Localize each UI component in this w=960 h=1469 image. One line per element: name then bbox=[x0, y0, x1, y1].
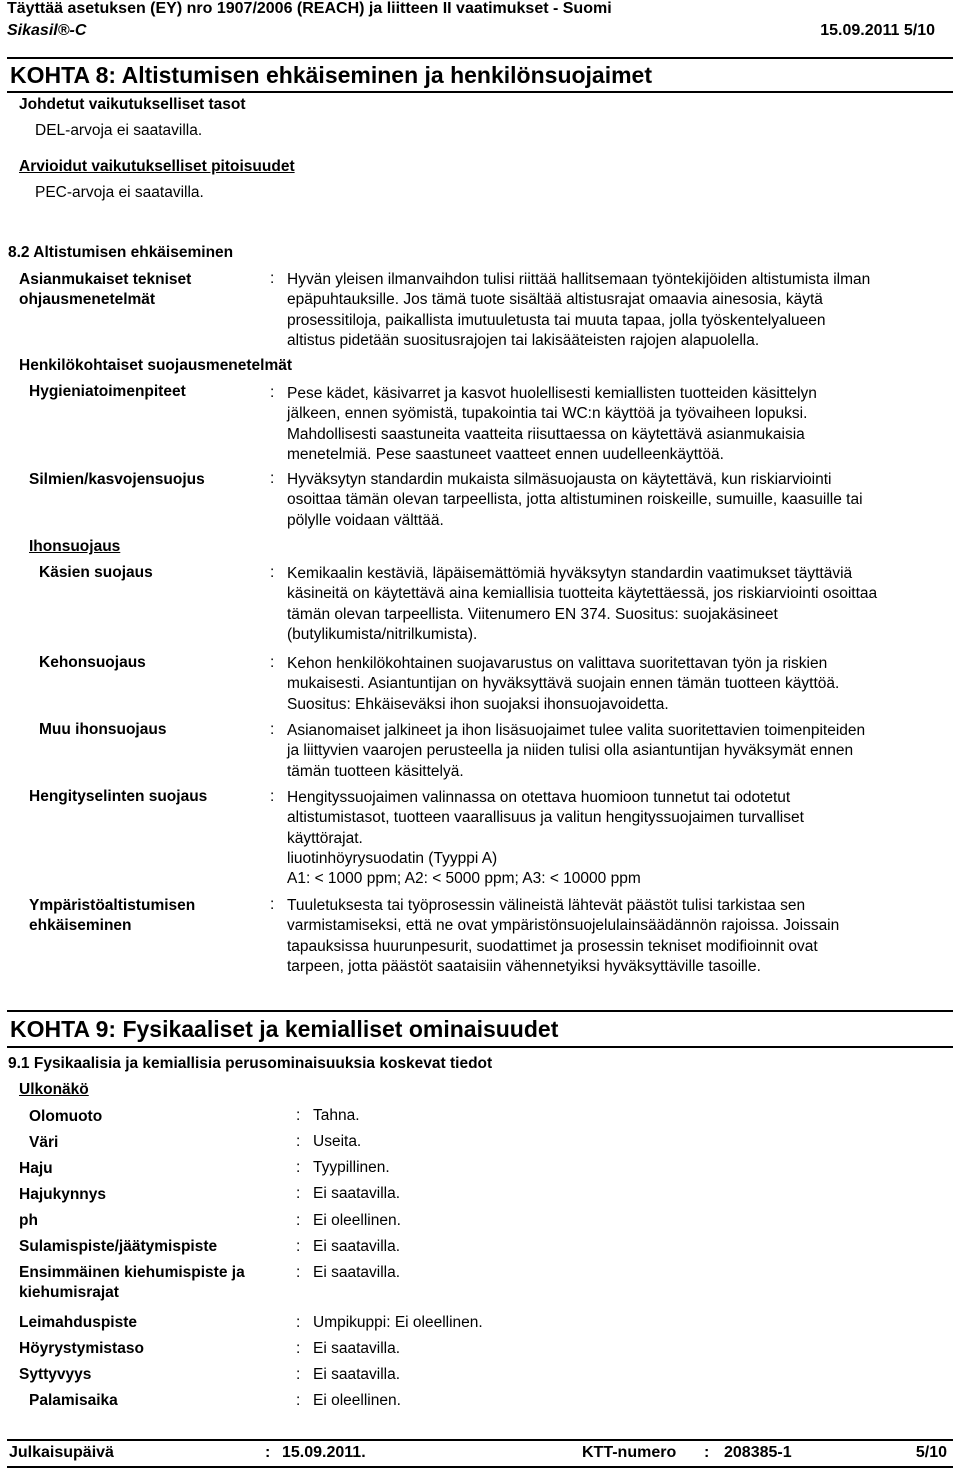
respiratory-protection-label: Hengityselinten suojaus bbox=[29, 788, 208, 805]
property-label: ph bbox=[19, 1212, 38, 1229]
text-line: jälkeen, ennen syömistä, tupakointia tai WC:n käyttöä ja työvaiheen lopuksi. bbox=[287, 405, 808, 423]
text-line: altistus pidetään suositusrajojen tai lakisääteisten rajojen alapuolella. bbox=[287, 331, 760, 349]
colon: : bbox=[296, 1366, 301, 1383]
text-line: altistumistasot, tuotteen vaarallisuus ja valitun hengityssuojaimen turvalliset bbox=[287, 809, 804, 827]
text-line: tämän olevan tarpeellista. Viitenumero EN 374. Suositus: suojakäsineet bbox=[287, 605, 778, 623]
colon: : bbox=[296, 1185, 301, 1202]
property-value: Ei saatavilla. bbox=[313, 1185, 401, 1202]
property-value: Ei oleellinen. bbox=[313, 1212, 401, 1229]
colon: : bbox=[296, 1159, 301, 1176]
colon: : bbox=[265, 1444, 271, 1461]
colon: : bbox=[270, 564, 275, 581]
property-label: Olomuoto bbox=[29, 1108, 103, 1125]
footer-date-label: Julkaisupäivä bbox=[9, 1444, 114, 1461]
text-line: prosessitiloja, paikallista imutuuletusta tai muuta tapaa, jolla työskentelyalueen bbox=[287, 311, 826, 329]
property-value: Tyypillinen. bbox=[313, 1159, 390, 1176]
section-9-title: KOHTA 9: Fysikaaliset ja kemialliset ominaisuudet bbox=[10, 1016, 559, 1042]
page-footer bbox=[7, 1439, 953, 1468]
colon: : bbox=[270, 788, 275, 805]
colon: : bbox=[296, 1264, 301, 1281]
colon: : bbox=[296, 1133, 301, 1150]
colon: : bbox=[270, 270, 275, 287]
section-8-title-bar bbox=[7, 57, 953, 93]
text-line: liuotinhöyrysuodatin (Tyyppi A) bbox=[287, 849, 498, 867]
eye-protection-label: Silmien/kasvojensuojus bbox=[29, 471, 205, 488]
text-line: Hyväksytyn standardin mukaista silmäsuojausta on käytettävä, kun riskiarviointi bbox=[287, 471, 832, 488]
footer-page-number: 5/10 bbox=[915, 1444, 947, 1461]
respiratory-protection-text bbox=[287, 788, 952, 889]
property-value: Ei oleellinen. bbox=[313, 1392, 401, 1409]
text-line: A1: < 1000 ppm; A2: < 5000 ppm; A3: < 10000 ppm bbox=[287, 870, 641, 888]
section-8-title: KOHTA 8: Altistumisen ehkäiseminen ja henkilönsuojaimet bbox=[10, 62, 653, 88]
hygiene-text bbox=[287, 384, 952, 465]
text-line: Hyvän yleisen ilmanvaihdon tulisi riittää hallitsemaan työntekijöiden altistumista ilman bbox=[287, 271, 871, 288]
document-header-title: Täyttää asetuksen (EY) nro 1907/2006 (REACH) ja liitteen II vaatimukset - Suomi bbox=[7, 0, 612, 17]
pnec-text: PEC-arvoja ei saatavilla. bbox=[35, 184, 204, 201]
subsection-9-1-title: 9.1 Fysikaalisia ja kemiallisia perusominaisuuksia koskevat tiedot bbox=[8, 1055, 493, 1072]
property-label: Väri bbox=[29, 1134, 59, 1151]
text-line: Suositus: Ehkäiseväksi ihon suojaksi ihonsuojavoidetta. bbox=[287, 695, 669, 713]
engineering-controls-text bbox=[287, 270, 952, 351]
dnel-heading: Johdetut vaikutukselliset tasot bbox=[19, 96, 246, 113]
text-line: Tuuletuksesta tai työprosessin välineistä lähtevät päästöt tulisi tarkistaa sen bbox=[287, 897, 806, 914]
colon: : bbox=[296, 1238, 301, 1255]
eye-protection-text bbox=[287, 470, 952, 531]
colon: : bbox=[270, 654, 275, 671]
env-label-line: Ympäristöaltistumisen bbox=[29, 897, 196, 914]
ppe-heading: Henkilökohtaiset suojausmenetelmät bbox=[19, 357, 293, 374]
colon: : bbox=[296, 1314, 301, 1331]
property-value: Ei saatavilla. bbox=[313, 1238, 401, 1255]
text-line: osoittaa tämän olevan tarpeellista, jotta altistuminen roiskeille, sumuille, kaasuille tai bbox=[287, 491, 863, 509]
colon: : bbox=[270, 384, 275, 401]
property-value: Ei saatavilla. bbox=[313, 1366, 401, 1383]
skin-protection-heading: Ihonsuojaus bbox=[29, 538, 121, 555]
hand-protection-label: Käsien suojaus bbox=[39, 564, 153, 581]
environmental-exposure-text bbox=[287, 896, 952, 977]
property-label: Haju bbox=[19, 1160, 53, 1177]
section-9-title-bar bbox=[7, 1010, 953, 1048]
property-label: Sulamispiste/jäätymispiste bbox=[19, 1238, 218, 1255]
property-label-line: kiehumisrajat bbox=[19, 1284, 119, 1302]
property-label: Hajukynnys bbox=[19, 1186, 107, 1203]
text-line: tämän tuotteen käsittelyä. bbox=[287, 762, 464, 780]
text-line: Mahdollisesti saastuneita vaatteita riisuttaessa on käytettävä asianmukaisia bbox=[287, 425, 805, 443]
environmental-exposure-label bbox=[29, 896, 195, 937]
colon: : bbox=[270, 896, 275, 913]
property-label: Höyrystymistaso bbox=[19, 1340, 144, 1357]
property-label: Leimahduspiste bbox=[19, 1314, 137, 1331]
footer-ktt-label: KTT-numero bbox=[582, 1444, 677, 1461]
colon: : bbox=[296, 1212, 301, 1229]
colon: : bbox=[296, 1107, 301, 1124]
dnel-text: DEL-arvoja ei saatavilla. bbox=[35, 122, 203, 139]
text-line: epäpuhtauksille. Jos tämä tuote sisältää altistusrajat omaavia ainesosia, käytä bbox=[287, 291, 823, 309]
text-line: käsineitä on käytettävä aina kemiallisia tuotteita käytettäessä, jos riskiarviointi osoittaa bbox=[287, 585, 878, 603]
colon: : bbox=[270, 470, 275, 487]
text-line: Pese kädet, käsivarret ja kasvot huolellisesti kemiallisten tuotteiden käsittelyn bbox=[287, 385, 817, 402]
hygiene-label: Hygieniatoimenpiteet bbox=[29, 383, 186, 400]
date-page: 15.09.2011 5/10 bbox=[820, 22, 935, 39]
property-value: Useita. bbox=[313, 1133, 362, 1150]
text-line: (butylikumista/nitrilkumista). bbox=[287, 625, 478, 643]
text-line: ja liittyvien vaarojen perusteella ja niiden tulisi olla asiantuntijan hyväksymät ennen bbox=[287, 742, 854, 760]
footer-ktt-value: 208385-1 bbox=[724, 1444, 792, 1461]
colon: : bbox=[270, 721, 275, 738]
text-line: mukaisesti. Asiantuntijan on hyväksyttävä suojain ennen tämän tuotteen käyttöä. bbox=[287, 675, 840, 693]
subsection-8-2-title: 8.2 Altistumisen ehkäiseminen bbox=[8, 244, 234, 261]
product-name: Sikasil®-C bbox=[7, 22, 87, 39]
property-label: Palamisaika bbox=[29, 1392, 118, 1409]
text-line: varmistamiseksi, että ne ovat ympäristönsuojelulainsäädännön rajoissa. Joissain bbox=[287, 917, 840, 935]
engineering-controls-label bbox=[19, 270, 191, 311]
pnec-heading: Arvioidut vaikutukselliset pitoisuudet bbox=[19, 158, 295, 175]
hand-protection-text bbox=[287, 564, 952, 645]
text-line: menetelmiä. Pese saastuneet vaatteet ennen uudelleenkäyttöä. bbox=[287, 445, 724, 463]
text-line: Asianomaiset jalkineet ja ihon lisäsuojaimet tulee valita suoritettavien toimenpiteiden bbox=[287, 722, 866, 739]
other-skin-protection-text bbox=[287, 721, 952, 782]
text-line: tapauksissa huurunpesurit, suodattimet ja prosessin tekniset modifioinnit ovat bbox=[287, 937, 818, 955]
text-line: Kehon henkilökohtainen suojavarustus on valittava suoritettavan työn ja riskien bbox=[287, 655, 828, 672]
other-skin-protection-label: Muu ihonsuojaus bbox=[39, 721, 167, 738]
body-protection-label: Kehonsuojaus bbox=[39, 654, 146, 671]
colon: : bbox=[704, 1444, 710, 1461]
colon: : bbox=[296, 1340, 301, 1357]
env-label-line: ehkäiseminen bbox=[29, 917, 132, 935]
colon: : bbox=[296, 1392, 301, 1409]
property-label: Syttyvyys bbox=[19, 1366, 92, 1383]
property-value: Tahna. bbox=[313, 1107, 360, 1124]
engineering-label-line: ohjausmenetelmät bbox=[19, 291, 156, 309]
text-line: tarpeen, jotta päästöt saataisiin vähennetyiksi hyväksyttäville tasoille. bbox=[287, 957, 761, 975]
property-value: Umpikuppi: Ei oleellinen. bbox=[313, 1314, 483, 1331]
property-value: Ei saatavilla. bbox=[313, 1264, 401, 1281]
body-protection-text bbox=[287, 654, 952, 715]
engineering-label-line: Asianmukaiset tekniset bbox=[19, 271, 192, 288]
property-value: Ei saatavilla. bbox=[313, 1340, 401, 1357]
text-line: käyttörajat. bbox=[287, 829, 363, 847]
footer-date-value: 15.09.2011. bbox=[282, 1444, 366, 1461]
property-label-line: Ensimmäinen kiehumispiste ja bbox=[19, 1264, 245, 1281]
text-line: Hengityssuojaimen valinnassa on otettava huomioon tunnetut tai odotetut bbox=[287, 789, 791, 806]
product-line bbox=[7, 22, 957, 40]
text-line: pölylle voidaan välttää. bbox=[287, 511, 444, 529]
text-line: Kemikaalin kestäviä, läpäisemättömiä hyväksytyn standardin vaatimukset täyttäviä bbox=[287, 565, 853, 582]
appearance-heading: Ulkonäkö bbox=[19, 1081, 89, 1098]
property-label-multiline bbox=[19, 1263, 245, 1304]
